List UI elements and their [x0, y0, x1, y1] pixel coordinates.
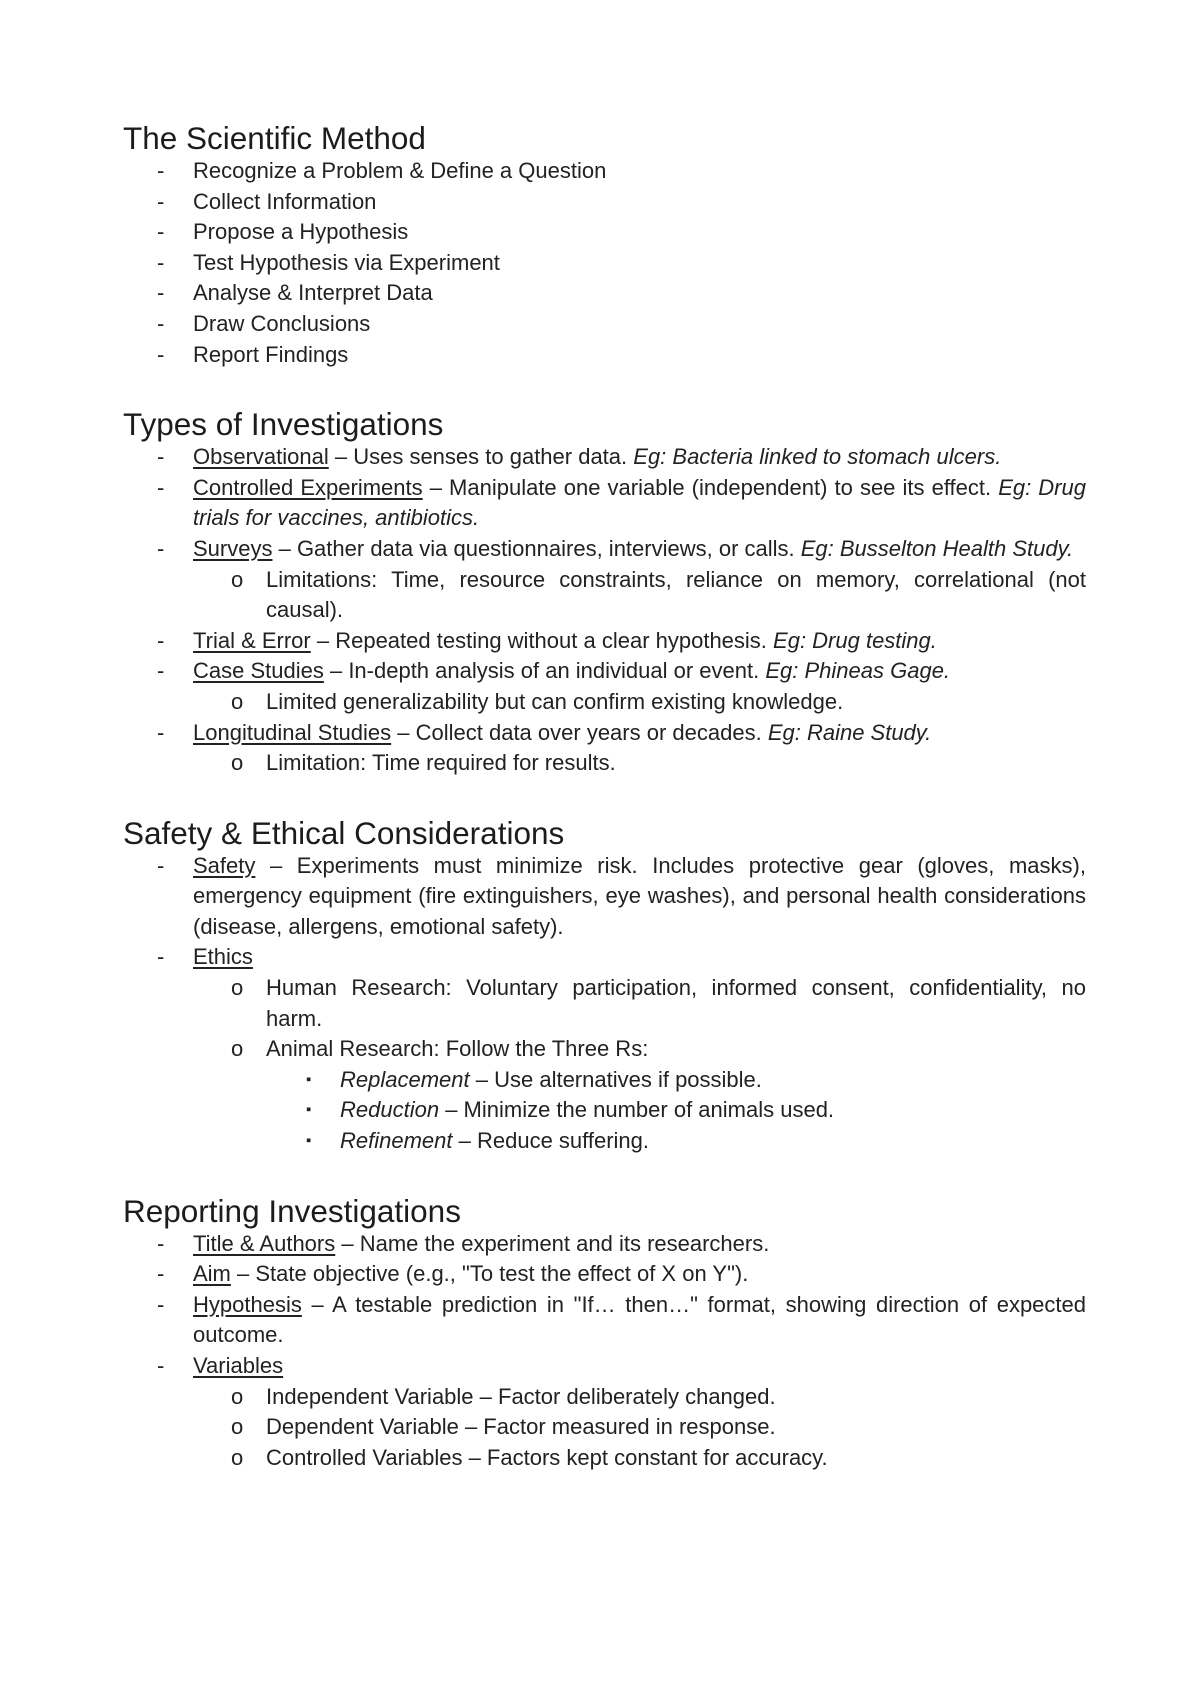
- item-text: Controlled Variables – Factors kept constant for accuracy.: [266, 1444, 828, 1470]
- item-text: Collect Information: [193, 188, 377, 214]
- list-bullet: -: [157, 280, 165, 306]
- item-text: Independent Variable – Factor deliberately changed.: [266, 1383, 776, 1409]
- item-text: – A testable prediction in "If… then…" format, showing direction of expected outcome.: [193, 1291, 1086, 1348]
- list-item: [123, 718, 1086, 749]
- item-term: Safety: [193, 852, 256, 878]
- item-text: Draw Conclusions: [193, 310, 371, 336]
- item-term: Aim: [193, 1261, 231, 1287]
- list-item: [123, 1126, 1086, 1157]
- item-term: Controlled Experiments: [193, 474, 423, 500]
- item-text: Recognize a Problem & Define a Question: [193, 158, 607, 183]
- list-item: [123, 942, 1086, 973]
- section: [123, 404, 1086, 779]
- list-bullet: o: [231, 1444, 244, 1470]
- list-item: [123, 851, 1086, 943]
- item-term: Longitudinal Studies: [193, 719, 392, 745]
- list-item: [123, 1443, 1086, 1474]
- item-example: Eg: Drug testing.: [773, 627, 937, 653]
- item-text: – Repeated testing without a clear hypothesis.: [310, 627, 774, 653]
- list-item: [123, 217, 1086, 248]
- item-text: – Uses senses to gather data.: [328, 444, 634, 470]
- list-bullet: o: [231, 688, 244, 714]
- list-item: [123, 1259, 1086, 1290]
- item-example: Eg: Phineas Gage.: [765, 658, 951, 684]
- list-bullet: -: [157, 310, 165, 336]
- document-body: [123, 118, 1086, 1507]
- item-text: – Experiments must minimize risk. Includes protective gear (gloves, masks), emergency equipment (fire extinguishers, eye washes), and personal health considerations (disease, allergens, emotional safety).: [193, 852, 1086, 939]
- list-item: [123, 1034, 1086, 1065]
- list-bullet: ▪: [306, 1101, 312, 1119]
- list-bullet: o: [231, 975, 244, 1001]
- item-example: Eg: Bacteria linked to stomach ulcers.: [633, 444, 1002, 470]
- item-text: Limitation: Time required for results.: [266, 750, 616, 776]
- list-item: [123, 1412, 1086, 1443]
- list-item: [123, 1229, 1086, 1260]
- item-term: Title & Authors: [193, 1230, 336, 1256]
- item-term: Reduction: [340, 1097, 440, 1123]
- list-bullet: -: [157, 219, 165, 245]
- item-term: Variables: [193, 1353, 284, 1378]
- list-bullet: -: [157, 852, 165, 878]
- list-bullet: -: [157, 658, 165, 684]
- section: [123, 118, 1086, 370]
- item-text: Propose a Hypothesis: [193, 219, 409, 245]
- list-item: [123, 748, 1086, 779]
- list-item: [123, 442, 1086, 473]
- list-bullet: o: [231, 1414, 244, 1440]
- list-bullet: -: [157, 158, 165, 183]
- list-item: [123, 309, 1086, 340]
- list-item: [123, 1382, 1086, 1413]
- list-bullet: -: [157, 535, 165, 561]
- item-text: – State objective (e.g., "To test the effect of X on Y").: [230, 1261, 749, 1287]
- item-text: Limitations: Time, resource constraints, reliance on memory, correlational (not causal).: [266, 566, 1086, 623]
- list-bullet: -: [157, 444, 165, 470]
- item-text: – Minimize the number of animals used.: [439, 1097, 835, 1123]
- list-item: [123, 248, 1086, 279]
- list-item: [123, 278, 1086, 309]
- list-item: [123, 1095, 1086, 1126]
- list-bullet: -: [157, 944, 165, 970]
- list-bullet: ▪: [306, 1132, 312, 1150]
- list-bullet: -: [157, 249, 165, 275]
- list-bullet: -: [157, 1291, 165, 1317]
- list-bullet: -: [157, 627, 165, 653]
- list-item: [123, 187, 1086, 218]
- item-term: Case Studies: [193, 658, 324, 684]
- item-term: Ethics: [193, 944, 253, 970]
- list-bullet: -: [157, 1261, 165, 1287]
- item-example: Eg: Drug trials for vaccines, antibiotics.: [193, 474, 1086, 531]
- list-bullet: o: [231, 1036, 244, 1062]
- list-item: [123, 1290, 1086, 1351]
- item-term: Replacement: [340, 1066, 470, 1092]
- item-example: Eg: Busselton Health Study.: [800, 535, 1074, 561]
- item-example: Eg: Raine Study.: [767, 719, 932, 745]
- list-bullet: -: [157, 1353, 165, 1378]
- list-item: [123, 973, 1086, 1034]
- item-text: Human Research: Voluntary participation, informed consent, confidentiality, no harm.: [266, 975, 1086, 1031]
- list-bullet: ▪: [306, 1070, 312, 1088]
- item-text: Limited generalizability but can confirm existing knowledge.: [266, 688, 844, 714]
- section: [123, 813, 1086, 1157]
- list-bullet: o: [231, 1383, 244, 1409]
- item-text: – Manipulate one variable (independent) to see its effect.: [422, 474, 999, 500]
- list-bullet: o: [231, 750, 244, 776]
- section-heading: Reporting Investigations: [123, 1192, 461, 1229]
- list-item: [123, 626, 1086, 657]
- item-text: – Reduce suffering.: [452, 1128, 650, 1154]
- list-bullet: -: [157, 719, 165, 745]
- list-item: [123, 340, 1086, 371]
- item-text: – Gather data via questionnaires, interviews, or calls.: [272, 535, 801, 561]
- item-text: – Collect data over years or decades.: [391, 719, 768, 745]
- list-bullet: o: [231, 566, 244, 592]
- item-term: Observational: [193, 444, 329, 470]
- item-text: Animal Research: Follow the Three Rs:: [266, 1036, 649, 1062]
- section-heading: Types of Investigations: [123, 406, 444, 443]
- item-text: Report Findings: [193, 341, 349, 367]
- item-text: Dependent Variable – Factor measured in response.: [266, 1414, 776, 1440]
- list-bullet: -: [157, 474, 165, 500]
- list-item: [123, 656, 1086, 687]
- section-heading: Safety & Ethical Considerations: [123, 814, 565, 851]
- item-term: Hypothesis: [193, 1291, 302, 1317]
- item-term: Trial & Error: [193, 627, 311, 653]
- list-item: [123, 565, 1086, 626]
- list-bullet: -: [157, 1230, 165, 1256]
- item-text: – Name the experiment and its researchers.: [335, 1230, 770, 1256]
- item-text: – Use alternatives if possible.: [469, 1066, 762, 1092]
- list-item: [123, 473, 1086, 534]
- item-text: – In-depth analysis of an individual or event.: [323, 658, 766, 684]
- list-item: [123, 534, 1086, 565]
- list-item: [123, 687, 1086, 718]
- list-bullet: -: [157, 341, 165, 367]
- section: [123, 1191, 1086, 1474]
- list-bullet: -: [157, 188, 165, 214]
- list-item: [123, 156, 1086, 187]
- section-heading: The Scientific Method: [123, 120, 426, 156]
- item-text: Analyse & Interpret Data: [193, 280, 433, 306]
- item-term: Refinement: [340, 1128, 453, 1154]
- list-item: [123, 1065, 1086, 1096]
- item-text: Test Hypothesis via Experiment: [193, 249, 500, 275]
- list-item: [123, 1351, 1086, 1382]
- item-term: Surveys: [193, 535, 273, 561]
